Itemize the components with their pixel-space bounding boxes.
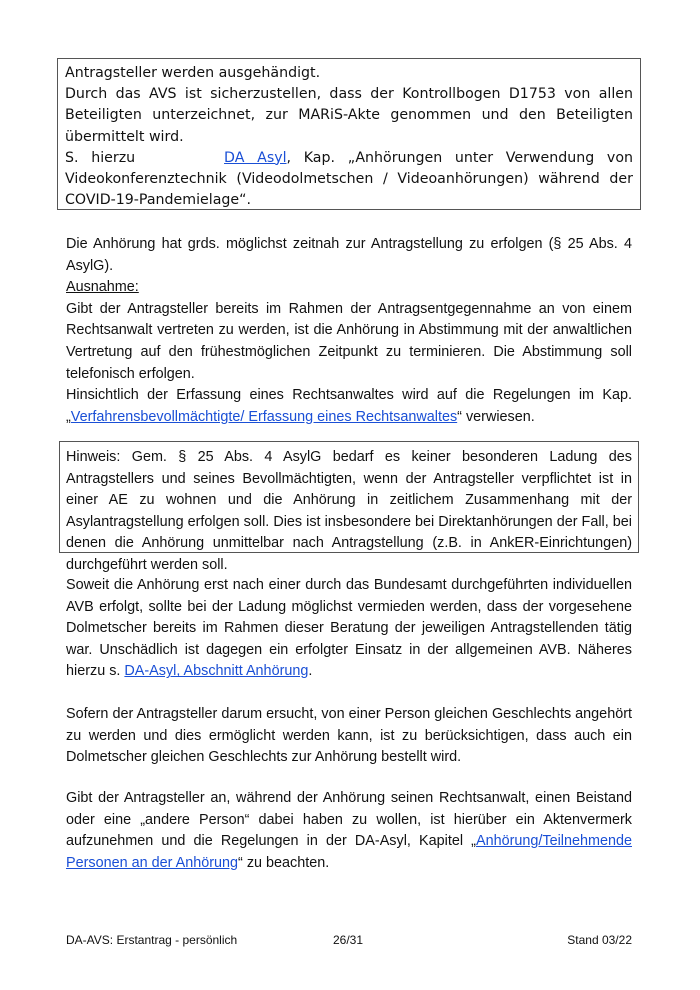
participants-end: “ zu beachten. [238, 854, 330, 871]
box1-line1: Antragsteller werden ausgehändigt. [65, 65, 321, 81]
para-hearing-timing: Die Anhörung hat grds. möglichst zeitnah zur Antragstellung zu erfolgen (§ 25 Abs. 4 AsylG). [66, 236, 632, 274]
link-da-asyl-anhoerung[interactable]: DA-Asyl, Abschnitt Anhörung [124, 663, 309, 680]
interpreter-avb-end: . [308, 663, 313, 680]
para-interpreter-avb [66, 575, 632, 683]
box1-ref-rest: , Kap. „Anhörungen unter Verwendung von Videokonferenztechnik (Videodolmetschen / Videoanhörungen) während der COVID-19-Pandemielage“. [65, 149, 633, 209]
para-same-gender: Sofern der Antragsteller darum ersucht, von einer Person gleichen Geschlechts angehört zu werden und dies ermöglicht werden kann, ist zu berücksichtigen, dass auch ein Dolmetscher gleichen Geschlechts zur Anhörung bestellt wird. [66, 706, 632, 766]
link-verfahrensbevollmaechtigte[interactable]: Verfahrensbevollmächtigte/ Erfassung eines Rechtsanwaltes [70, 408, 458, 425]
link-teilnehmende-personen[interactable]: Anhörung/Teilnehmende Personen an der Anhörung [66, 833, 632, 871]
lawyer-ref-open-quote: „ [66, 408, 71, 425]
footer-doc-title: DA-AVS: Erstantrag - persönlich [66, 933, 238, 947]
heading-exception: Ausnahme: [66, 279, 139, 296]
box1-ref-prefix: S. hierzu [65, 149, 136, 166]
box1-para-checklist: Durch das AVS ist sicherzustellen, dass der Kontrollbogen D1753 von allen Beteiligten unterzeichnet, zur MARiS-Akte genommen und den Beteiligten übermittelt wird. [65, 86, 633, 145]
section-interpreter-avb [66, 575, 632, 683]
link-da-asyl[interactable]: DA Asyl [224, 149, 287, 166]
interpreter-avb-text: Soweit die Anhörung erst nach einer durch das Bundesamt durchgeführten individuellen AVB erfolgt, sollte bei der Ladung möglichst vermieden werden, dass der vorgesehene Dolmetscher bereits im Rahmen dieser Beratung der jeweiligen Antragstellenden tätig war. Unschädlich ist dagegen ein erfolgter Einsatz in der allgemeinen AVB. Näheres hierzu s. [66, 577, 632, 680]
footer-page-number: 26/31 [333, 933, 364, 947]
box1-para-reference [65, 148, 633, 212]
section-participants [66, 788, 632, 874]
para-exception: Gibt der Antragsteller bereits im Rahmen der Antragsentgegennahme an von einem Rechtsanwalt vertreten zu werden, ist die Anhörung in Abstimmung mit der anwaltlichen Vertretung auf den frühestmöglichen Zeitpunkt zu terminieren. Die Abstimmung soll telefonisch erfolgen. [66, 300, 632, 382]
hinweis-text: Hinweis: Gem. § 25 Abs. 4 AsylG bedarf es keiner besonderen Ladung des Antragstellers und seines Bevollmächtigten, wenn der Antragsteller verpflichtet ist in einer AE zu wohnen und die Anhörung in zeitlichem Zusammenhang mit der Asylantragstellung erfolgen soll. Dies ist insbesondere bei Direktanhörungen der Fall, bei denen die Anhörung unmittelbar nach Antragstellung (z.B. in AnkER-Einrichtungen) durchgeführt werden soll. [66, 449, 632, 573]
participants-text: Gibt der Antragsteller an, während der Anhörung seinen Rechtsanwalt, einen Beistand oder eine „andere Person“ dabei haben zu wollen, ist hierüber ein Aktenvermerk aufzunehmen und die Regelungen in der DA-Asyl, Kapitel „ [66, 790, 632, 850]
notice-box-videoconference [57, 58, 641, 210]
para-participants [66, 788, 632, 874]
para-lawyer-reference [66, 385, 632, 428]
lawyer-ref-text: Hinsichtlich der Erfassung eines Rechtsanwaltes wird auf die Regelungen im Kap. [66, 387, 632, 404]
page-footer [66, 933, 632, 951]
section-hearing-timing [66, 234, 632, 428]
lawyer-ref-close: “ verwiesen. [457, 408, 535, 425]
notice-box-hinweis [59, 441, 639, 573]
footer-version: Stand 03/22 [567, 933, 632, 947]
section-same-gender [66, 704, 632, 769]
